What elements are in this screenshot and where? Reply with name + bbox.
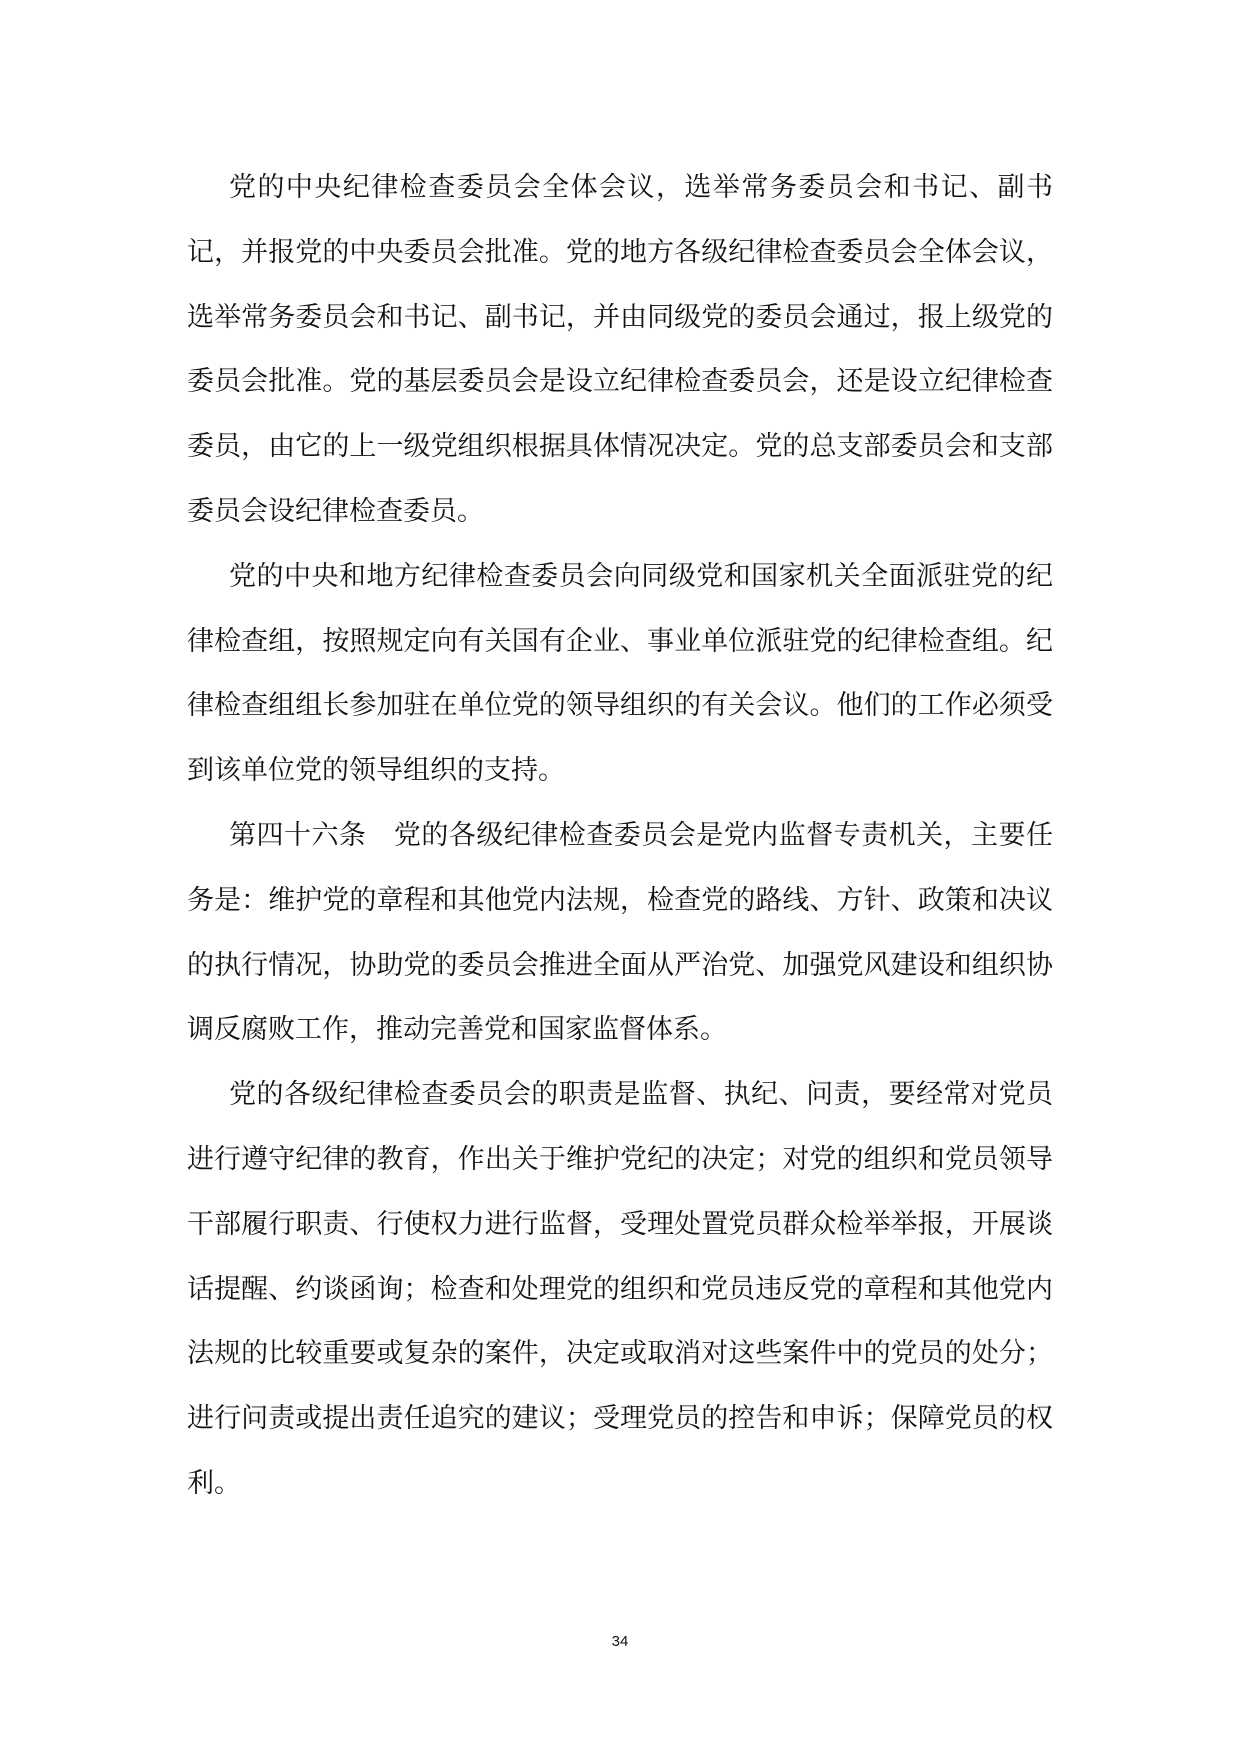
document-body [187, 156, 1053, 1517]
page-number: 34 [611, 1633, 629, 1650]
paragraph-4: 党的各级纪律检查委员会的职责是监督、执纪、问责，要经常对党员进行遵守纪律的教育，作出关于维护党纪的决定；对党的组织和党员领导干部履行职责、行使权力进行监督，受理处置党员群众检举举报，开展谈话提醒、约谈函询；检查和处理党的组织和党员违反党的章程和其他党内法规的比较重要或复杂的案件，决定或取消对这些案件中的党员的处分；进行问责或提出责任追究的建议；受理党员的控告和申诉；保障党员的权利。 [187, 1079, 1053, 1499]
paragraph-1: 党的中央纪律检查委员会全体会议，选举常务委员会和书记、副书记，并报党的中央委员会批准。党的地方各级纪律检查委员会全体会议，选举常务委员会和书记、副书记，并由同级党的委员会通过，报上级党的委员会批准。党的基层委员会是设立纪律检查委员会，还是设立纪律检查委员，由它的上一级党组织根据具体情况决定。党的总支部委员会和支部委员会设纪律检查委员。 [187, 172, 1053, 527]
paragraph-2: 党的中央和地方纪律检查委员会向同级党和国家机关全面派驻党的纪律检查组，按照规定向有关国有企业、事业单位派驻党的纪律检查组。纪律检查组组长参加驻在单位党的领导组织的有关会议。他们的工作必须受到该单位党的领导组织的支持。 [187, 560, 1053, 787]
paragraph-3: 第四十六条 党的各级纪律检查委员会是党内监督专责机关，主要任务是：维护党的章程和其他党内法规，检查党的路线、方针、政策和决议的执行情况，协助党的委员会推进全面从严治党、加强党风建设和组织协调反腐败工作，推动完善党和国家监督体系。 [187, 819, 1053, 1046]
